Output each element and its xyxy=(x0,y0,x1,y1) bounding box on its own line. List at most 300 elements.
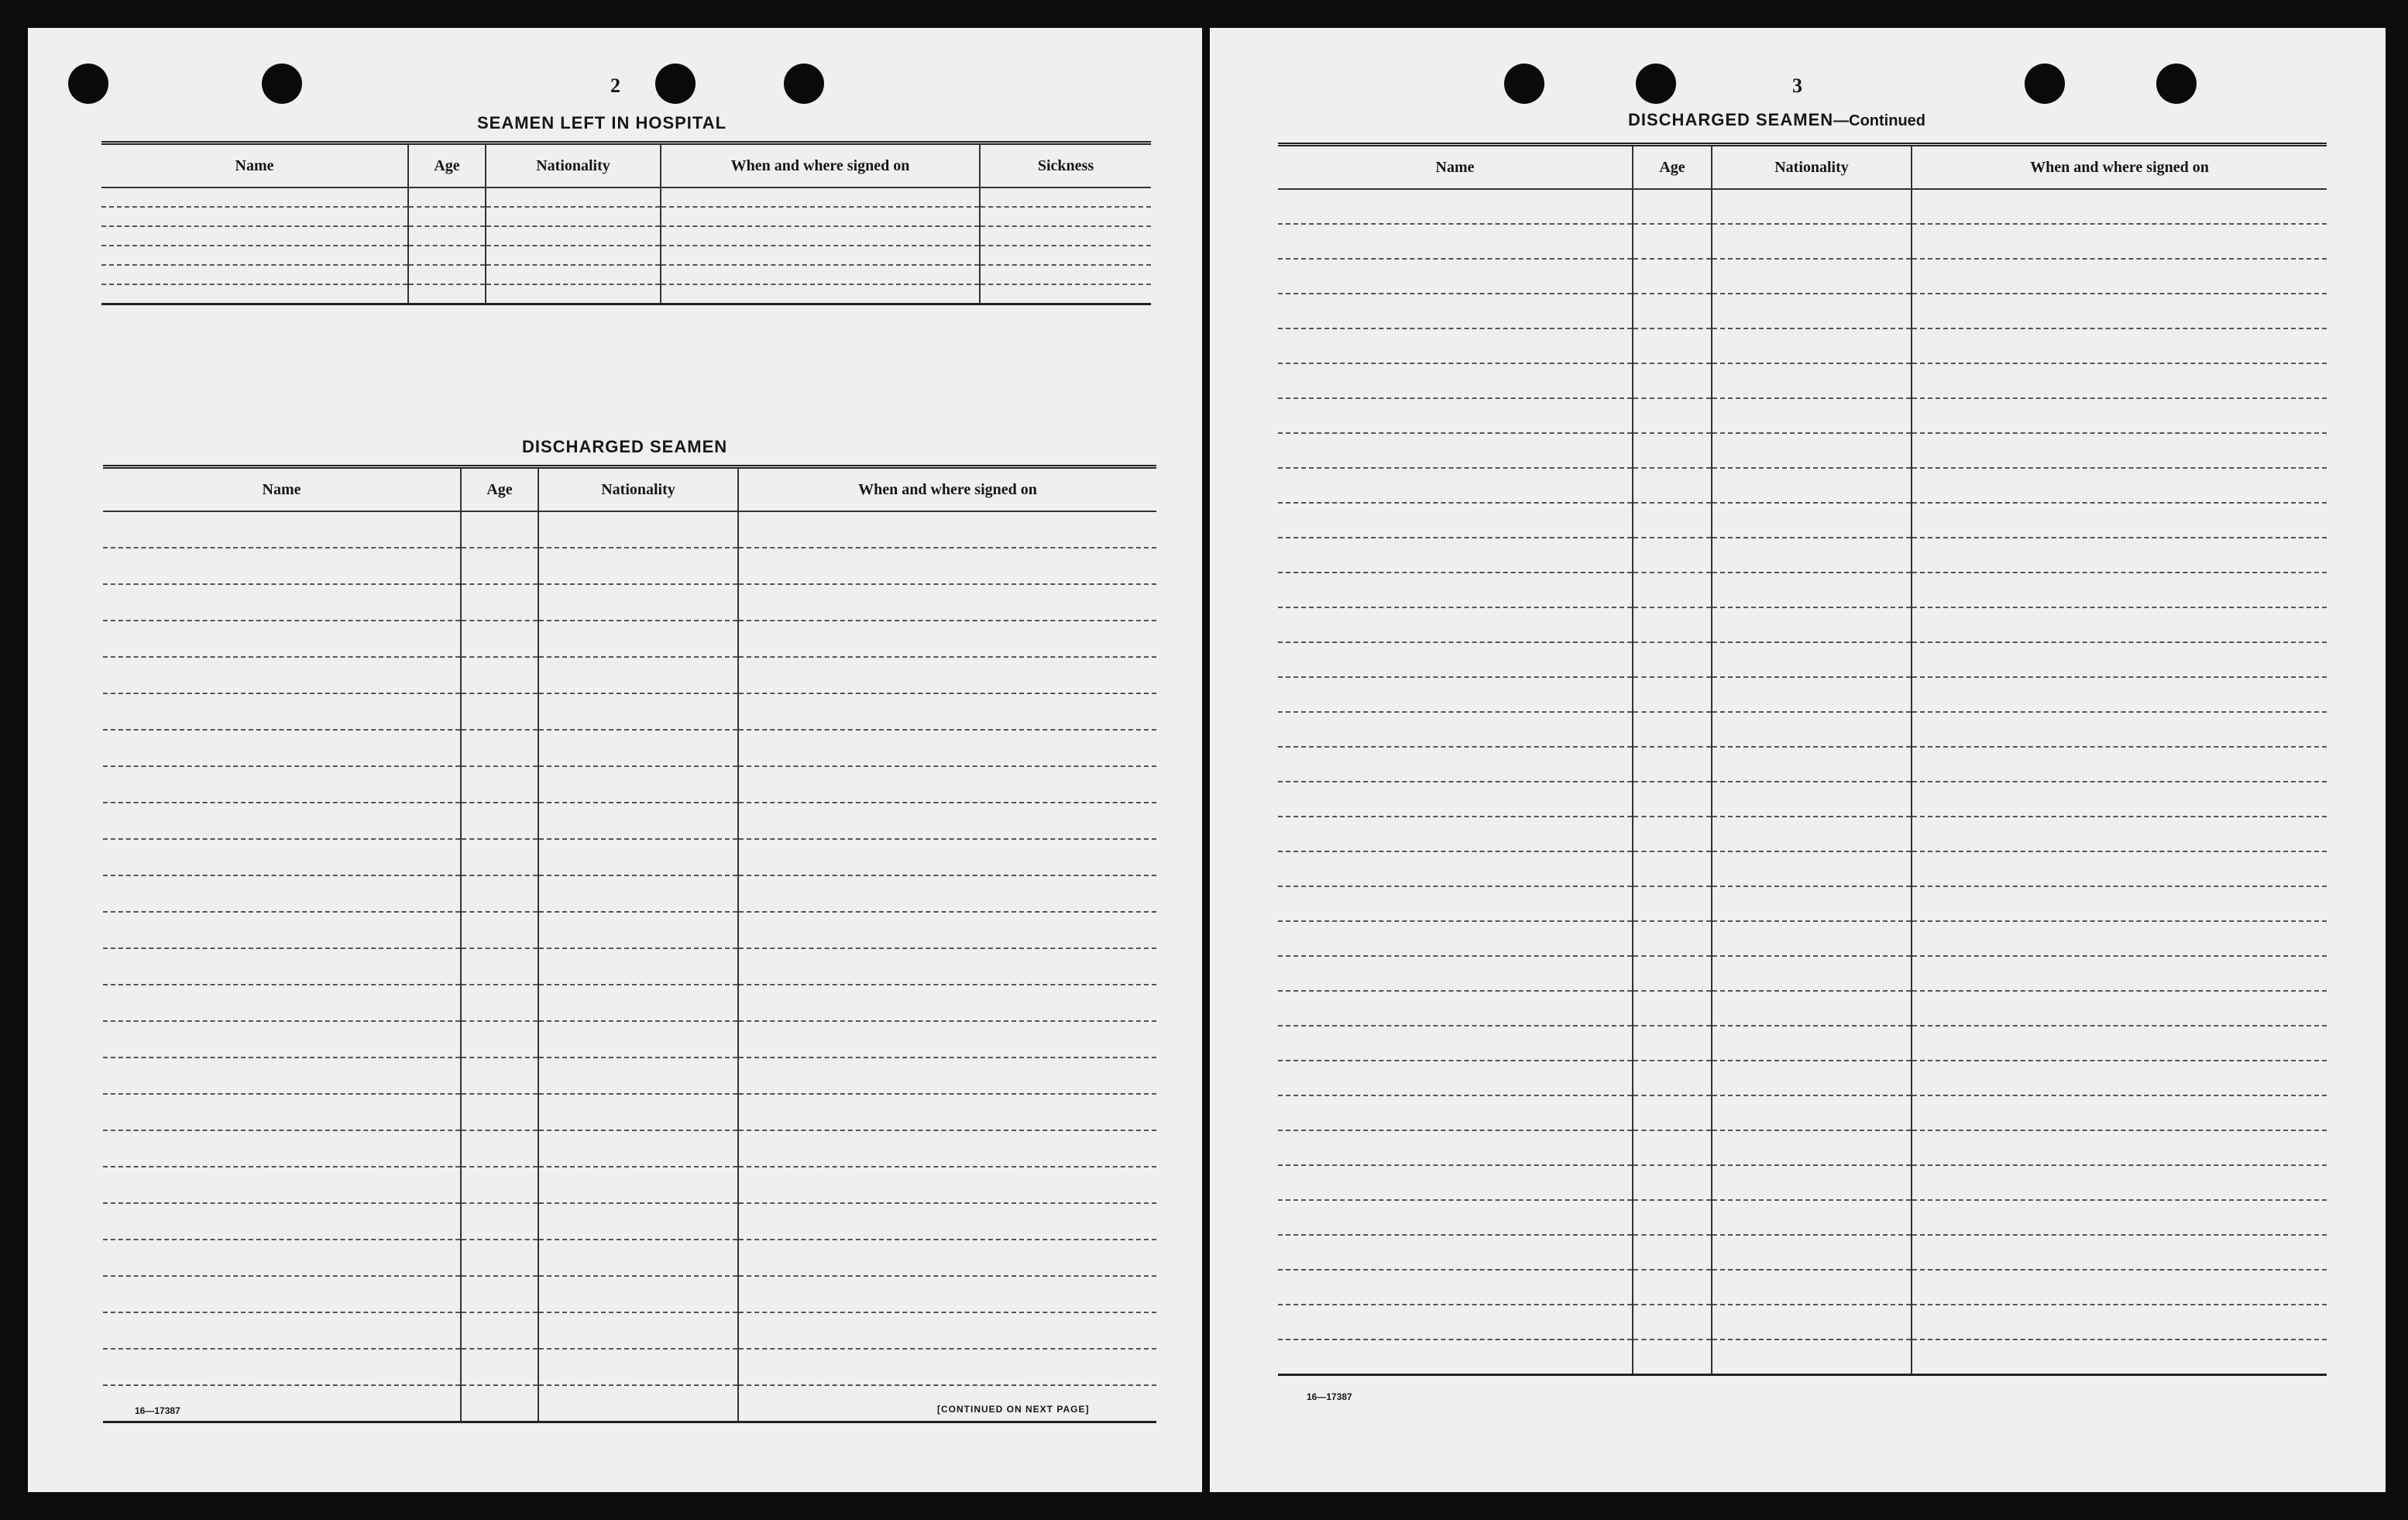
table-row xyxy=(103,1312,1156,1349)
table-cell xyxy=(1278,1130,1633,1165)
table-row xyxy=(103,511,1156,548)
table-row xyxy=(1278,363,2327,398)
table-cell xyxy=(1912,1200,2327,1235)
table-cell xyxy=(1278,607,1633,642)
table-cell xyxy=(486,284,661,304)
table-cell xyxy=(1912,1305,2327,1339)
table-cell xyxy=(1278,1165,1633,1200)
title-suffix: —Continued xyxy=(1833,112,1926,129)
table-row xyxy=(103,1021,1156,1057)
table-cell xyxy=(103,912,461,948)
table-cell xyxy=(1912,294,2327,328)
table-cell xyxy=(408,226,486,246)
table-cell xyxy=(538,839,738,875)
table-cell xyxy=(1712,573,1912,607)
table-cell xyxy=(538,511,738,548)
column-header-signed-on: When and where signed on xyxy=(738,467,1156,512)
punch-hole xyxy=(262,64,302,104)
table-row xyxy=(1278,468,2327,503)
column-header-name: Name xyxy=(103,467,461,512)
table-cell xyxy=(103,548,461,584)
table-cell xyxy=(1278,921,1633,956)
table-cell xyxy=(1633,921,1712,956)
table-cell xyxy=(1712,1305,1912,1339)
table-cell xyxy=(738,548,1156,584)
table-row xyxy=(103,766,1156,803)
table-cell xyxy=(1912,991,2327,1026)
table-cell xyxy=(1912,259,2327,294)
table-row xyxy=(103,584,1156,621)
table-cell xyxy=(1912,747,2327,782)
table-cell xyxy=(1633,224,1712,259)
table-cell xyxy=(661,284,980,304)
table-cell xyxy=(461,1276,538,1312)
table-cell xyxy=(1912,677,2327,712)
table-cell xyxy=(1712,1339,1912,1375)
table-cell xyxy=(408,265,486,284)
table-row xyxy=(1278,712,2327,747)
table-cell xyxy=(103,693,461,730)
table-cell xyxy=(1712,817,1912,851)
table-cell xyxy=(1278,398,1633,433)
table-cell xyxy=(103,1349,461,1385)
table-cell xyxy=(1278,782,1633,817)
table-row xyxy=(1278,886,2327,921)
table-cell xyxy=(103,657,461,693)
table-row xyxy=(1278,294,2327,328)
table-cell xyxy=(1912,921,2327,956)
table-cell xyxy=(103,621,461,657)
table-cell xyxy=(1278,886,1633,921)
table-cell xyxy=(1712,1235,1912,1270)
table-cell xyxy=(1912,1095,2327,1130)
table-cell xyxy=(461,1385,538,1422)
table-cell xyxy=(738,803,1156,839)
table-cell xyxy=(980,207,1151,226)
table-cell xyxy=(1633,1339,1712,1375)
table-row xyxy=(101,226,1151,246)
table-row xyxy=(1278,538,2327,573)
table-cell xyxy=(461,584,538,621)
table-cell xyxy=(461,839,538,875)
table-cell xyxy=(1712,538,1912,573)
left-page xyxy=(28,28,1202,1492)
table-cell xyxy=(1912,398,2327,433)
form-number: 16—17387 xyxy=(135,1405,180,1416)
table-cell xyxy=(738,1312,1156,1349)
table-cell xyxy=(486,246,661,265)
table-row xyxy=(1278,1235,2327,1270)
right-page xyxy=(1210,28,2386,1492)
table-cell xyxy=(1912,1026,2327,1061)
table-cell xyxy=(1278,817,1633,851)
table-cell xyxy=(538,1349,738,1385)
table-cell xyxy=(1912,1339,2327,1375)
punch-hole xyxy=(2156,64,2197,104)
table-row xyxy=(103,1167,1156,1203)
column-header-nationality: Nationality xyxy=(1712,145,1912,190)
table-cell xyxy=(1278,573,1633,607)
table-cell xyxy=(738,1130,1156,1167)
table-cell xyxy=(103,803,461,839)
table-cell xyxy=(980,284,1151,304)
table-cell xyxy=(461,803,538,839)
column-header-nationality: Nationality xyxy=(538,467,738,512)
table-cell xyxy=(101,265,408,284)
table-cell xyxy=(538,912,738,948)
table-cell xyxy=(1278,1339,1633,1375)
table-cell xyxy=(1278,189,1633,224)
table-cell xyxy=(1712,363,1912,398)
table-cell xyxy=(461,1240,538,1276)
table-cell xyxy=(461,657,538,693)
table-cell xyxy=(1712,782,1912,817)
table-cell xyxy=(1712,677,1912,712)
table-cell xyxy=(1633,817,1712,851)
table-cell xyxy=(461,912,538,948)
table-cell xyxy=(1633,607,1712,642)
table-cell xyxy=(461,1203,538,1240)
discharged-table xyxy=(103,465,1156,1423)
table-row xyxy=(103,1276,1156,1312)
table-cell xyxy=(1633,1095,1712,1130)
table-cell xyxy=(1633,642,1712,677)
table-cell xyxy=(1633,956,1712,991)
table-cell xyxy=(538,657,738,693)
table-cell xyxy=(738,948,1156,985)
table-cell xyxy=(103,730,461,766)
table-row xyxy=(101,246,1151,265)
table-cell xyxy=(101,246,408,265)
table-cell xyxy=(486,187,661,207)
table-cell xyxy=(738,985,1156,1021)
table-cell xyxy=(408,187,486,207)
table-cell xyxy=(408,246,486,265)
table-cell xyxy=(1633,398,1712,433)
table-cell xyxy=(1278,468,1633,503)
table-cell xyxy=(1712,747,1912,782)
table-cell xyxy=(538,1057,738,1094)
table-cell xyxy=(461,1349,538,1385)
table-cell xyxy=(1633,538,1712,573)
table-row xyxy=(101,284,1151,304)
table-cell xyxy=(1712,294,1912,328)
punch-hole xyxy=(68,64,108,104)
table-cell xyxy=(1633,1165,1712,1200)
table-cell xyxy=(1633,433,1712,468)
table-cell xyxy=(1278,294,1633,328)
table-row xyxy=(1278,677,2327,712)
table-cell xyxy=(1912,817,2327,851)
table-cell xyxy=(1912,642,2327,677)
table-cell xyxy=(103,1130,461,1167)
table-cell xyxy=(103,766,461,803)
table-cell xyxy=(1633,677,1712,712)
table-row xyxy=(103,1057,1156,1094)
table-cell xyxy=(103,584,461,621)
page-number: 2 xyxy=(610,74,620,97)
table-row xyxy=(1278,1026,2327,1061)
table-cell xyxy=(1712,1061,1912,1095)
punch-hole xyxy=(784,64,824,104)
table-row xyxy=(1278,398,2327,433)
table-row xyxy=(1278,642,2327,677)
table-row xyxy=(103,730,1156,766)
table-row xyxy=(1278,573,2327,607)
table-cell xyxy=(1712,1130,1912,1165)
table-cell xyxy=(1633,1235,1712,1270)
table-cell xyxy=(538,1167,738,1203)
table-cell xyxy=(1278,538,1633,573)
table-cell xyxy=(461,1167,538,1203)
table-cell xyxy=(538,985,738,1021)
table-cell xyxy=(103,875,461,912)
table-row xyxy=(1278,259,2327,294)
table-row xyxy=(1278,817,2327,851)
table-cell xyxy=(1712,886,1912,921)
table-row xyxy=(103,1094,1156,1130)
table-cell xyxy=(538,1130,738,1167)
column-header-age: Age xyxy=(408,143,486,188)
table-cell xyxy=(738,1240,1156,1276)
table-cell xyxy=(1712,712,1912,747)
table-cell xyxy=(1912,573,2327,607)
table-cell xyxy=(1633,259,1712,294)
table-cell xyxy=(1712,956,1912,991)
table-cell xyxy=(101,207,408,226)
table-cell xyxy=(538,1203,738,1240)
table-cell xyxy=(1633,1200,1712,1235)
table-cell xyxy=(738,912,1156,948)
table-cell xyxy=(1633,1061,1712,1095)
table-cell xyxy=(103,1385,461,1422)
table-cell xyxy=(103,1312,461,1349)
table-cell xyxy=(1278,677,1633,712)
table-cell xyxy=(738,1021,1156,1057)
table-cell xyxy=(103,839,461,875)
table-cell xyxy=(1912,189,2327,224)
table-cell xyxy=(1278,642,1633,677)
table-cell xyxy=(538,1276,738,1312)
table-cell xyxy=(538,1385,738,1422)
table-cell xyxy=(408,284,486,304)
table-cell xyxy=(1633,712,1712,747)
table-cell xyxy=(1712,1200,1912,1235)
table-cell xyxy=(1278,747,1633,782)
table-row xyxy=(1278,1130,2327,1165)
table-cell xyxy=(1712,189,1912,224)
table-cell xyxy=(1633,328,1712,363)
table-cell xyxy=(103,948,461,985)
table-cell xyxy=(1278,1305,1633,1339)
table-row xyxy=(1278,1305,2327,1339)
column-header-name: Name xyxy=(101,143,408,188)
table-cell xyxy=(1912,468,2327,503)
table-cell xyxy=(980,226,1151,246)
table-cell xyxy=(1712,1165,1912,1200)
table-cell xyxy=(1633,189,1712,224)
table-cell xyxy=(103,1057,461,1094)
title-main: DISCHARGED SEAMEN xyxy=(1628,110,1834,129)
table-cell xyxy=(1912,224,2327,259)
table-cell xyxy=(738,1349,1156,1385)
table-cell xyxy=(1278,1095,1633,1130)
table-cell xyxy=(980,187,1151,207)
table-cell xyxy=(738,730,1156,766)
table-cell xyxy=(661,207,980,226)
table-cell xyxy=(538,548,738,584)
table-cell xyxy=(538,1240,738,1276)
table-row xyxy=(101,265,1151,284)
table-cell xyxy=(1633,294,1712,328)
table-cell xyxy=(538,1312,738,1349)
table-cell xyxy=(1912,328,2327,363)
table-cell xyxy=(461,693,538,730)
table-cell xyxy=(1712,224,1912,259)
table-cell xyxy=(538,584,738,621)
table-row xyxy=(103,912,1156,948)
table-cell xyxy=(461,985,538,1021)
table-cell xyxy=(538,1021,738,1057)
table-cell xyxy=(103,1094,461,1130)
table-cell xyxy=(103,1276,461,1312)
table-cell xyxy=(461,766,538,803)
table-row xyxy=(1278,1200,2327,1235)
table-cell xyxy=(1278,1200,1633,1235)
table-cell xyxy=(538,803,738,839)
table-cell xyxy=(661,187,980,207)
table-cell xyxy=(1912,1061,2327,1095)
table-cell xyxy=(1278,328,1633,363)
table-cell xyxy=(980,246,1151,265)
table-cell xyxy=(1712,1095,1912,1130)
table-cell xyxy=(1633,1305,1712,1339)
table-row xyxy=(103,693,1156,730)
table-cell xyxy=(738,657,1156,693)
table-cell xyxy=(1278,503,1633,538)
table-cell xyxy=(1278,991,1633,1026)
table-cell xyxy=(738,584,1156,621)
table-row xyxy=(1278,1339,2327,1375)
table-row xyxy=(1278,1165,2327,1200)
table-cell xyxy=(1633,468,1712,503)
punch-hole xyxy=(1636,64,1676,104)
table-cell xyxy=(486,226,661,246)
table-cell xyxy=(486,207,661,226)
table-cell xyxy=(1712,433,1912,468)
discharged-continued-title xyxy=(1628,110,1925,130)
column-header-name: Name xyxy=(1278,145,1633,190)
punch-hole xyxy=(1504,64,1544,104)
table-cell xyxy=(538,621,738,657)
table-row xyxy=(103,948,1156,985)
table-cell xyxy=(1633,1270,1712,1305)
page-number: 3 xyxy=(1792,74,1802,97)
hospital-table xyxy=(101,141,1151,305)
table-row xyxy=(1278,1061,2327,1095)
table-cell xyxy=(1712,1026,1912,1061)
table-row xyxy=(1278,1270,2327,1305)
table-cell xyxy=(1712,921,1912,956)
table-row xyxy=(103,1349,1156,1385)
table-cell xyxy=(1712,991,1912,1026)
table-row xyxy=(1278,224,2327,259)
table-cell xyxy=(103,1021,461,1057)
table-cell xyxy=(461,1094,538,1130)
table-cell xyxy=(103,1167,461,1203)
table-cell xyxy=(1912,1165,2327,1200)
table-cell xyxy=(1912,782,2327,817)
table-cell xyxy=(1712,607,1912,642)
table-row xyxy=(103,1130,1156,1167)
table-cell xyxy=(538,1094,738,1130)
table-row xyxy=(103,657,1156,693)
table-cell xyxy=(1912,503,2327,538)
table-cell xyxy=(1712,642,1912,677)
table-cell xyxy=(101,226,408,246)
table-cell xyxy=(1912,1235,2327,1270)
table-cell xyxy=(461,1057,538,1094)
table-cell xyxy=(1278,712,1633,747)
table-row xyxy=(103,875,1156,912)
table-row xyxy=(1278,1095,2327,1130)
table-cell xyxy=(1278,1026,1633,1061)
table-row xyxy=(103,985,1156,1021)
table-cell xyxy=(1912,538,2327,573)
table-cell xyxy=(738,1057,1156,1094)
table-cell xyxy=(461,730,538,766)
table-cell xyxy=(738,875,1156,912)
table-cell xyxy=(1712,259,1912,294)
table-cell xyxy=(1633,573,1712,607)
table-cell xyxy=(103,985,461,1021)
table-cell xyxy=(738,1276,1156,1312)
table-cell xyxy=(661,246,980,265)
table-row xyxy=(1278,921,2327,956)
table-cell xyxy=(1912,433,2327,468)
table-cell xyxy=(461,511,538,548)
table-cell xyxy=(738,839,1156,875)
table-cell xyxy=(1712,468,1912,503)
table-cell xyxy=(103,511,461,548)
table-cell xyxy=(738,693,1156,730)
table-row xyxy=(1278,503,2327,538)
punch-hole xyxy=(2025,64,2065,104)
table-cell xyxy=(661,226,980,246)
table-cell xyxy=(408,207,486,226)
table-row xyxy=(1278,956,2327,991)
table-cell xyxy=(1912,607,2327,642)
table-row xyxy=(103,621,1156,657)
table-cell xyxy=(461,548,538,584)
table-cell xyxy=(1633,886,1712,921)
table-cell xyxy=(1633,363,1712,398)
table-cell xyxy=(1278,1061,1633,1095)
table-cell xyxy=(538,948,738,985)
column-header-signed-on: When and where signed on xyxy=(1912,145,2327,190)
table-cell xyxy=(738,1203,1156,1240)
form-number: 16—17387 xyxy=(1307,1391,1352,1402)
table-cell xyxy=(1912,956,2327,991)
table-cell xyxy=(1633,747,1712,782)
table-cell xyxy=(486,265,661,284)
table-cell xyxy=(1712,503,1912,538)
column-header-nationality: Nationality xyxy=(486,143,661,188)
table-row xyxy=(103,1240,1156,1276)
table-cell xyxy=(538,766,738,803)
table-cell xyxy=(738,1167,1156,1203)
table-cell xyxy=(1912,851,2327,886)
